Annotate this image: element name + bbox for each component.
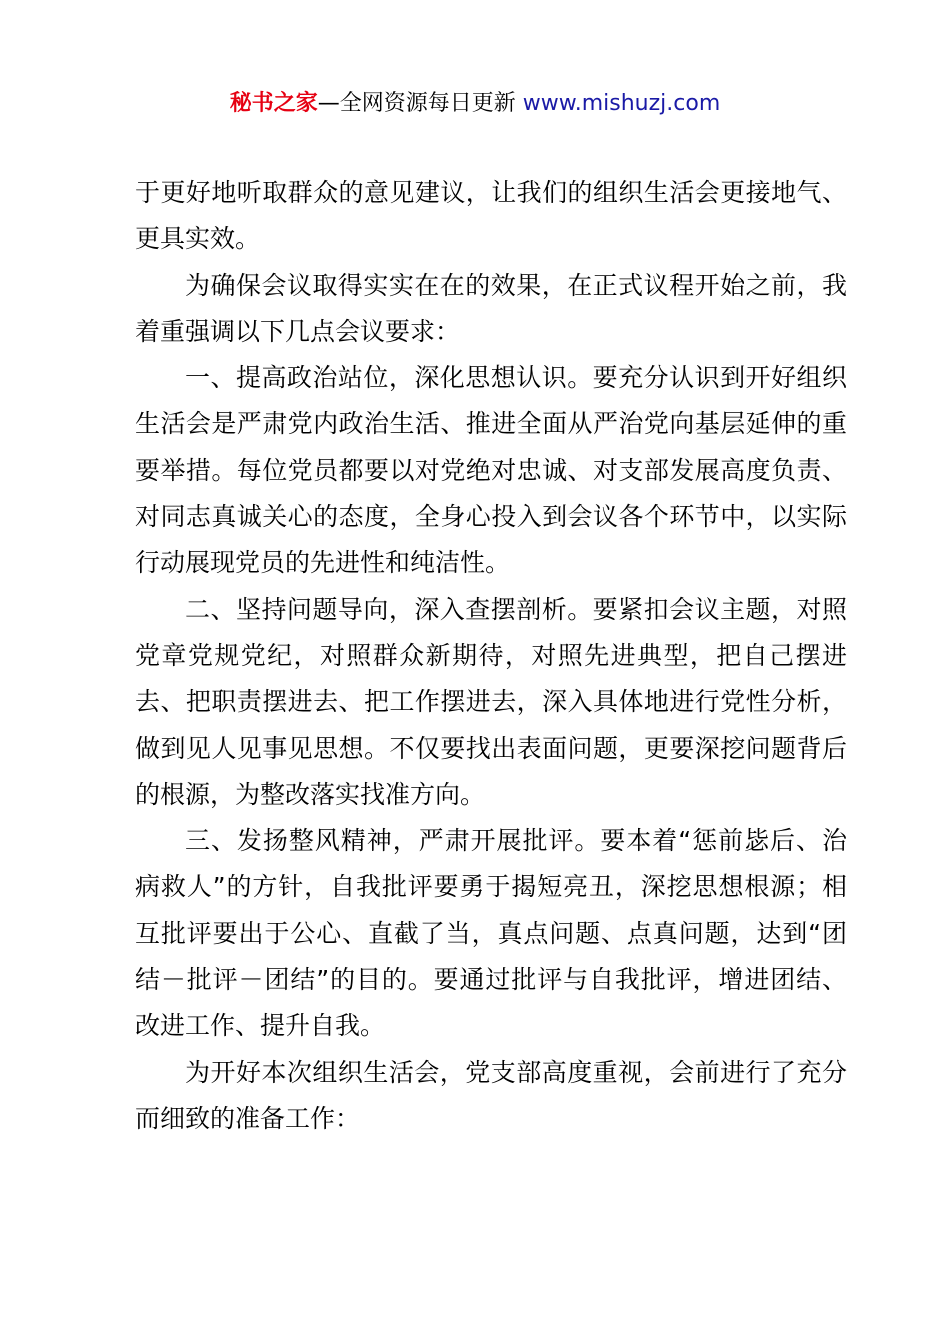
paragraph-continuation: 于更好地听取群众的意见建议，让我们的组织生活会更接地气、更具实效。 bbox=[135, 178, 847, 254]
header-slogan: —全网资源每日更新 bbox=[317, 91, 523, 116]
page-header bbox=[0, 88, 950, 120]
paragraph-requirement-2: 二、坚持问题导向，深入查摆剖析。要紧扣会议主题，对照党章党规党纪，对照群众新期待，对照先进典型，把自己摆进去、把职责摆进去、把工作摆进去，深入具体地进行党性分析，做到见人见事见思想。不仅要找出表面问题，更要深挖问题背后的根源，为整改落实找准方向。 bbox=[135, 594, 847, 809]
paragraph-requirement-3: 三、发扬整风精神，严肃开展批评。要本着“惩前毖后、治病救人”的方针，自我批评要勇于揭短亮丑，深挖思想根源；相互批评要出于公心、直截了当，真点问题、点真问题，达到“团结－批评－团结”的目的。要通过批评与自我批评，增进团结、改进工作、提升自我。 bbox=[135, 826, 847, 1041]
header-url-link[interactable]: www.mishuzj.com bbox=[522, 91, 721, 116]
paragraph-meeting-requirements-intro: 为确保会议取得实实在在的效果，在正式议程开始之前，我着重强调以下几点会议要求： bbox=[135, 270, 847, 346]
paragraph-requirement-1: 一、提高政治站位，深化思想认识。要充分认识到开好组织生活会是严肃党内政治生活、推进全面从严治党向基层延伸的重要举措。每位党员都要以对党绝对忠诚、对支部发展高度负责、对同志真诚关心的态度，全身心投入到会议各个环节中，以实际行动展现党员的先进性和纯洁性。 bbox=[135, 363, 847, 578]
header-brand: 秘书之家 bbox=[229, 91, 318, 116]
document-body bbox=[135, 170, 847, 1142]
paragraph-preparation-intro: 为开好本次组织生活会，党支部高度重视，会前进行了充分而细致的准备工作： bbox=[135, 1057, 847, 1133]
